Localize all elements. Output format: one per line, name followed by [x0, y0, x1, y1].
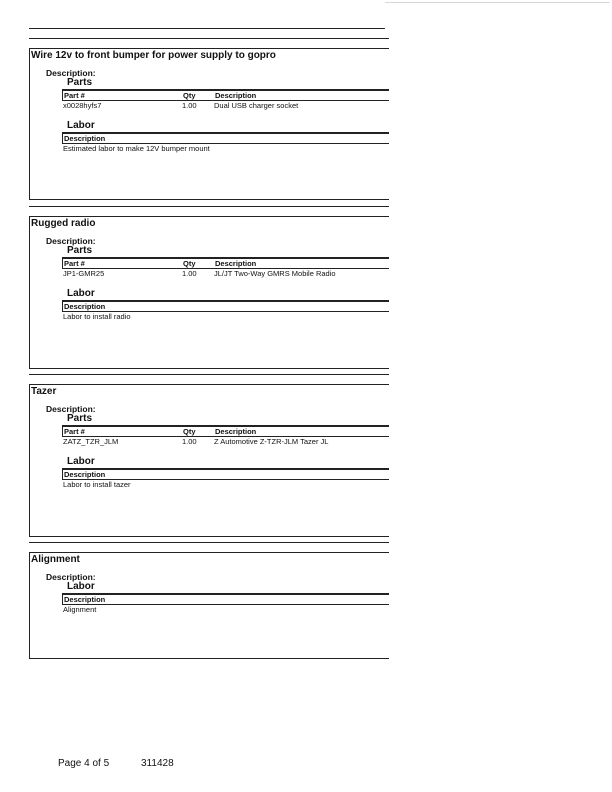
section-left-border: [29, 48, 30, 200]
description-label: Description:: [46, 236, 96, 246]
table-row: [62, 101, 389, 111]
part-qty: 1.00: [182, 269, 197, 278]
col-part-number: Part #: [64, 91, 85, 100]
section-title: Rugged radio: [31, 218, 96, 229]
parts-header-row: [62, 90, 389, 101]
section-title-rule: [29, 384, 389, 385]
header-rule: [29, 28, 385, 29]
section-top-rule: [29, 206, 389, 207]
parts-header-row: [62, 258, 389, 269]
part-description: JL/JT Two-Way GMRS Mobile Radio: [214, 269, 336, 278]
part-description: Dual USB charger socket: [214, 101, 299, 110]
part-description: Z Automotive Z-TZR-JLM Tazer JL: [214, 437, 329, 446]
col-part-number: Part #: [64, 259, 85, 268]
table-row: [62, 144, 389, 154]
job-section-tazer: [29, 374, 389, 537]
section-top-rule: [29, 38, 389, 39]
labor-heading: Labor: [67, 581, 95, 592]
labor-block: [62, 288, 389, 322]
parts-heading: Parts: [67, 245, 93, 256]
col-qty: Qty: [183, 427, 196, 436]
labor-header-row: [62, 301, 389, 312]
parts-heading: Parts: [67, 413, 93, 424]
col-labor-description: Description: [64, 134, 106, 143]
section-title: Tazer: [31, 386, 57, 397]
section-left-border: [29, 552, 30, 659]
labor-description: Labor to install radio: [63, 312, 131, 321]
description-label: Description:: [46, 68, 96, 78]
section-bottom-rule: [29, 199, 389, 200]
section-title: Wire 12v to front bumper for power supply to gopro: [31, 50, 276, 61]
labor-header-row: [62, 594, 389, 605]
col-labor-description: Description: [64, 302, 106, 311]
table-row: [62, 312, 389, 322]
part-qty: 1.00: [182, 437, 197, 446]
part-qty: 1.00: [182, 101, 197, 110]
section-top-rule: [29, 542, 389, 543]
description-label: Description:: [46, 572, 96, 582]
document-number: 311428: [141, 758, 174, 769]
table-row: [62, 605, 389, 615]
labor-heading: Labor: [67, 120, 95, 131]
section-title-rule: [29, 552, 389, 553]
job-section-rugged-radio: [29, 206, 389, 369]
table-row: [62, 480, 389, 490]
labor-description: Estimated labor to make 12V bumper mount: [63, 144, 210, 153]
page-number: Page 4 of 5: [58, 758, 110, 769]
job-section-alignment: [29, 542, 389, 659]
section-title-rule: [29, 48, 389, 49]
labor-header-row: [62, 133, 389, 144]
job-section-wire-12v: [29, 38, 389, 200]
section-title-rule: [29, 216, 389, 217]
labor-block: [62, 581, 389, 615]
section-bottom-rule: [29, 368, 389, 369]
parts-heading: Parts: [67, 77, 93, 88]
labor-description: Alignment: [63, 605, 97, 614]
col-qty: Qty: [183, 91, 196, 100]
table-row: [62, 437, 389, 447]
col-part-number: Part #: [64, 427, 85, 436]
section-bottom-rule: [29, 658, 389, 659]
parts-block: [62, 245, 389, 279]
labor-heading: Labor: [67, 456, 95, 467]
col-labor-description: Description: [64, 470, 106, 479]
description-label: Description:: [46, 404, 96, 414]
section-top-rule: [29, 374, 389, 375]
scan-artifact-line: [385, 2, 610, 3]
col-qty: Qty: [183, 259, 196, 268]
section-left-border: [29, 384, 30, 537]
part-number: x0028hyfs7: [63, 101, 102, 110]
col-description: Description: [215, 259, 257, 268]
parts-header-row: [62, 426, 389, 437]
part-number: ZATZ_TZR_JLM: [63, 437, 119, 446]
section-bottom-rule: [29, 536, 389, 537]
col-labor-description: Description: [64, 595, 106, 604]
part-number: JP1-GMR25: [63, 269, 105, 278]
col-description: Description: [215, 91, 257, 100]
labor-header-row: [62, 469, 389, 480]
labor-heading: Labor: [67, 288, 95, 299]
section-left-border: [29, 216, 30, 369]
labor-block: [62, 456, 389, 490]
parts-block: [62, 77, 389, 111]
parts-block: [62, 413, 389, 447]
labor-description: Labor to install tazer: [63, 480, 131, 489]
labor-block: [62, 120, 389, 154]
col-description: Description: [215, 427, 257, 436]
section-title: Alignment: [31, 554, 80, 565]
table-row: [62, 269, 389, 279]
